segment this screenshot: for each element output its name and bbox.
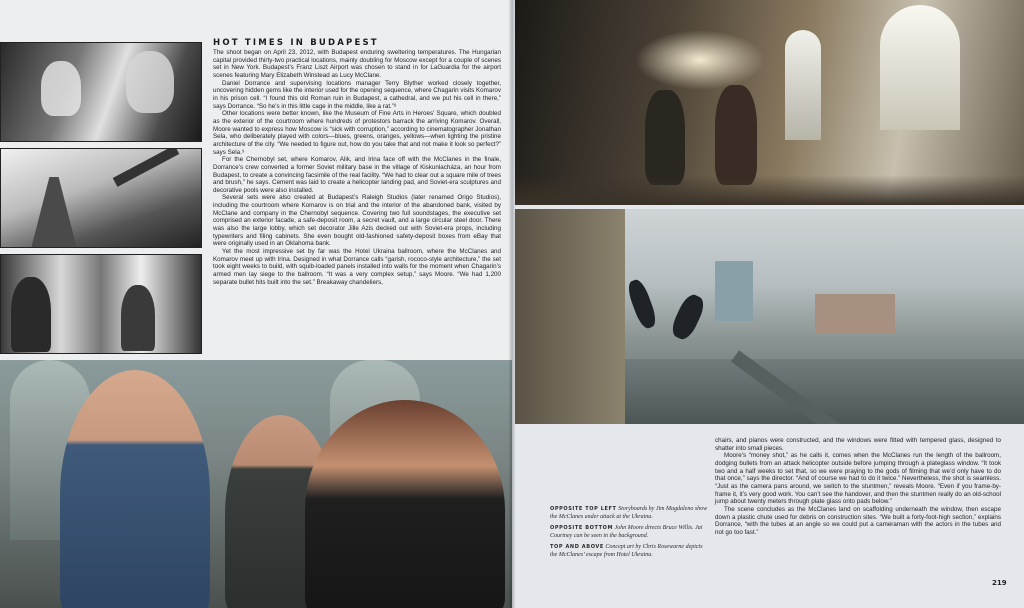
storyboard-panel-2 (0, 148, 202, 248)
window (880, 5, 960, 130)
tower-building (715, 261, 753, 321)
caption-label: OPPOSITE TOP LEFT (550, 506, 617, 512)
article-paragraph: Yet the most impressive set by far was the Hotel Ukraina ballroom, where the McClanes and Komarov meet up with Irina. Designed in what Dorrance calls “garish, rococo-style architecture,” the set took eight weeks to build, with squib-loaded panels installed into walls for the moment when Chagarin’s armed men lay siege to the ballroom. “It was a very complex setup,” says Moore. “We had 1,200 separate bullet hits built into the set.” Breakaway chandeliers, (213, 248, 501, 286)
sketch-figure (126, 51, 174, 113)
photo-captions (550, 506, 710, 564)
concept-art-city-jump (515, 209, 1024, 424)
running-figure (645, 90, 685, 185)
article-paragraph: For the Chernobyl set, where Komarov, Alik, and Irina face off with the McClanes in the finale, Dorrance’s crew converted a former Soviet military base in the village of Kiskunlacháza, an hour from Budapest, to create a convincing facsimile of the real facility. “We had to clear out a square mile of trees and brush,” he says. Cement was laid to create a helicopter landing pad, and Soviet-era sculptures and decorative pools were also installed. (213, 156, 501, 194)
sketch-helicopter (113, 148, 180, 187)
book-spine (509, 0, 515, 608)
running-figure (715, 85, 757, 185)
director-figure (305, 400, 505, 608)
caption-label: OPPOSITE BOTTOM (550, 525, 614, 532)
article-paragraph: chairs, and pianos were constructed, and the windows were fitted with tempered glass, designed to shatter into small pieces. (715, 437, 1001, 452)
sketch-figure (121, 285, 155, 351)
caption-text: John Moore directs Bruce Willis. Jai Courtney can be seen in the background. (550, 525, 703, 539)
caption-text: Storyboards by Jim Magdaleno show the McClanes under attack at the Ukraina. (550, 506, 708, 520)
article-paragraph: Daniel Dorrance and supervising locations manager Terry Blyther worked closely together, uncovering hidden gems like the interior used for the opening sequence, where Chagarin visits Komarov in his prison cell. “I found this old Roman ruin in Budapest, a cathedral, and we put his cell in there,” says Dorrance. “So he’s in this little cage in the middle, like a rat.”⁸ (213, 79, 502, 110)
actor-figure (60, 370, 210, 608)
sketch-figure (11, 277, 51, 352)
behind-the-scenes-photo (0, 360, 512, 608)
hotel-facade (515, 209, 625, 424)
jumping-figure (625, 277, 659, 330)
caption-label: TOP AND ABOVE (550, 544, 604, 551)
article-continued-body (715, 437, 1001, 537)
explosion-glow (635, 30, 765, 90)
caption (550, 544, 710, 559)
article-title: HOT TIMES IN BUDAPEST (213, 38, 379, 48)
ballroom-floor (515, 175, 1024, 205)
page-number: 219 (992, 579, 1007, 587)
article-paragraph: Several sets were also created at Budapest’s Raleigh Studios (later renamed Origo Studios), including the courtroom where Komarov is on trial and the interior of the abandoned bank, visited by McClane and company in the Chernobyl sequence. Covering two full soundstages, the executive set comprised an exterior facade, a safe-deposit room, a secret vault, and a large circular steel door. There was also the large lobby, which set decorator Jille Azis decked out with Soviet-era props, including typewriters and filing cabinets. She even bought old-fashioned safety-deposit boxes from eBay that were originally used in an Oklahoma bank. (213, 194, 501, 248)
caption (550, 506, 710, 521)
caption-text: Concept art by Chris Rosewarne depicts the McClanes’ escape from Hotel Ukraina. (550, 544, 703, 558)
article-body (213, 49, 501, 286)
sketch-figure (41, 61, 81, 116)
concept-art-ballroom (515, 0, 1024, 205)
city-block (815, 294, 895, 334)
storyboard-panel-1 (0, 42, 202, 142)
storyboard-panel-3 (0, 254, 202, 354)
article-paragraph: The shoot began on April 23, 2012, with Budapest enduring sweltering temperatures. The Hungarian capital provided thirty-two practical locations, mainly doubling for Moscow except for a couple of scenes set in New York. Budapest’s Franz Liszt Airport was chosen to stand in for LaGuardia for the airport scenes featuring Mary Elizabeth Winstead as Lucy McClane. (213, 49, 501, 79)
caption (550, 525, 710, 540)
jumping-figure (668, 292, 707, 343)
article-paragraph: Other locations were better known, like the Museum of Fine Arts in Heroes’ Square, which doubled as the exterior of the courtroom where hundreds of protestors barrack the arriving Komarov. Overall, Moore wanted to express how Moscow is “sick with corruption,” according to cinematographer Jonathan Sela, who deliberately played with colors—blues, greens, oranges, yellows—when lighting the pristine architecture of the city. “We needed to figure out, how do you take that and not make it look so perfect?” says Sela.⁹ (213, 110, 501, 156)
article-paragraph: Moore’s “money shot,” as he calls it, comes when the McClanes run the length of the ballroom, dodging bullets from an attack helicopter outside before jumping through a plateglass window. “It took two and a half weeks to set that, so we were praying to the gods of filming that we’d only have to do that once,” says the director. “And of course we had to do it twice.” Nevertheless, the shot is seamless. “Just as the camera pans around, we switch to the stuntmen,” reveals Moore. “Even if you frame-by-frame it, it’s very good work. You can’t see the handover, and then the stuntmen really do an old-school jump about twenty meters through plate glass onto pads below.” (715, 452, 1001, 506)
article-paragraph: The scene concludes as the McClanes land on scaffolding underneath the window, then escape down a plastic chute used for debris on construction sites. “We built a forty-foot-high section,” explains Dorrance, “with the tubes at an angle so we could put a cameraman with the actors in the tubes and not go too fast.” (715, 505, 1001, 536)
sketch-building (31, 177, 77, 248)
window (785, 30, 821, 140)
